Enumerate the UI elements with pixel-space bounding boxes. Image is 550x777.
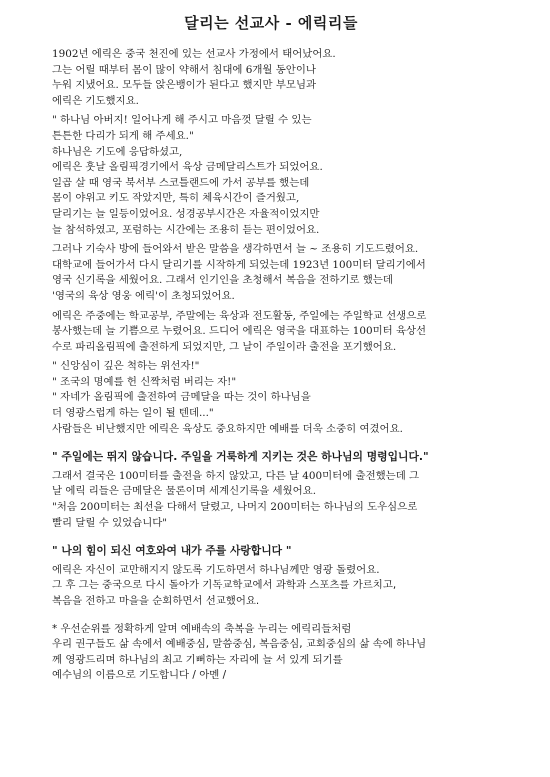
text-line: 그는 어릴 때부터 몸이 많이 약해서 침대에 6개월 동안이나 xyxy=(52,63,316,76)
paragraph xyxy=(52,242,490,304)
paragraph xyxy=(52,309,490,356)
text-line: 영국 신기록을 세웠어요. 그래서 인기인을 초청해서 복음을 전하기로 했는데 xyxy=(52,274,393,287)
text-line: 께 영광드리며 하나님의 최고 기뻐하는 자리에 늘 서 있게 되기를 xyxy=(52,653,343,666)
text-line: 그래서 결국은 100미터를 출전을 하지 않았고, 다른 날 400미터에 출전했는데 그 xyxy=(52,469,420,482)
text-line: " 조국의 명예를 헌 신짝처럼 버리는 자!" xyxy=(52,375,237,388)
text-line: 그러나 기숙사 방에 들어와서 받은 말씀을 생각하면서 늘 ~ 조용히 기도드렸어요. xyxy=(52,243,419,256)
text-line: 빨리 달릴 수 있었습니다" xyxy=(52,516,168,529)
text-line: 그 후 그는 중국으로 다시 돌아가 기독교학교에서 과학과 스포츠를 가르치고, xyxy=(52,579,397,592)
paragraph xyxy=(52,469,490,531)
page-title: 달리는 선교사 - 에릭리들 xyxy=(184,14,358,32)
document-body xyxy=(52,47,490,684)
text-line: 몸이 야위고 키도 작았지만, 특히 체육시간이 즐거웠고, xyxy=(52,192,300,205)
paragraph xyxy=(52,563,490,610)
text-line: 1902년 에릭은 중국 천진에 있는 선교사 가정에서 태어났어요. xyxy=(52,48,336,60)
text-line: '영국의 육상 영웅 에릭'이 초청되었어요. xyxy=(52,289,235,302)
text-line: " 하나님 아버지! 일어나게 해 주시고 마음껏 달릴 수 있는 xyxy=(52,114,312,127)
text-line: 에릭은 주중에는 학교공부, 주말에는 육상과 전도활동, 주일에는 주일학교 선생으로 xyxy=(52,309,427,322)
text-line: 수로 파리올림픽에 출전하게 되었지만, 그 날이 주일이라 출전을 포기했어요. xyxy=(52,340,397,353)
text-line: 더 영광스럽게 하는 일이 될 텐데..." xyxy=(52,407,214,420)
paragraph xyxy=(52,543,490,559)
text-line: " 나의 힘이 되신 여호와여 내가 주를 사랑합니다 " xyxy=(52,544,292,558)
paragraph xyxy=(52,622,490,684)
text-line: 예수님의 이름으로 기도합니다 / 아멘 / xyxy=(52,669,227,682)
text-line: 누워 지냈어요. 모두들 앉은뱅이가 된다고 했지만 부모님과 xyxy=(52,79,317,92)
text-line: 사람들은 비난했지만 에릭은 육상도 중요하지만 예배를 더욱 소중히 여겼어요. xyxy=(52,422,403,435)
text-line: 날 에릭 리들은 금메달은 물론이며 세계신기록을 세웠어요. xyxy=(52,485,317,498)
text-line: 튼튼한 다리가 되게 해 주세요." xyxy=(52,129,194,142)
text-line: 대학교에 들어가서 다시 달리기를 시작하게 되었는데 1923년 100미터 달리기에서 xyxy=(52,258,426,271)
text-line: "처음 200미터는 최선을 다해서 달렸고, 나머지 200미터는 하나님의 도우심으로 xyxy=(52,501,418,514)
text-line: 일곱 살 때 영국 북서부 스코틀랜드에 가서 공부를 했는데 xyxy=(52,176,310,189)
paragraph xyxy=(52,47,490,109)
text-line: 에릭은 자신이 교만해지지 않도록 기도하면서 하나님께만 영광 돌렸어요. xyxy=(52,563,380,576)
text-line: " 신앙심이 깊은 척하는 위선자!" xyxy=(52,360,200,373)
text-line: 봉사했는데 늘 기쁨으로 누렸어요. 드디어 에릭은 영국을 대표하는 100미터 육상선 xyxy=(52,325,427,338)
text-line: * 우선순위를 정확하게 알며 예배속의 축복을 누리는 에릭리들처럼 xyxy=(52,622,352,635)
text-line: 하나님은 기도에 응답하셨고, xyxy=(52,145,183,158)
text-line: 에릭은 기도했지요. xyxy=(52,94,139,107)
text-line: 복음을 전하고 마을을 순회하면서 선교했어요. xyxy=(52,595,260,607)
paragraph xyxy=(52,449,490,465)
text-line: " 주일에는 뛰지 않습니다. 주일을 거룩하게 지키는 것은 하나님의 명령입니다." xyxy=(52,450,429,464)
text-line: 에릭은 훗날 올림픽경기에서 육상 금메달리스트가 되었어요. xyxy=(52,161,323,174)
text-line: 늘 참석하였고, 포럼하는 시간에는 조용히 듣는 편이었어요. xyxy=(52,223,320,236)
paragraph xyxy=(52,113,490,238)
text-line: " 자네가 올림픽에 출전하여 금메달을 따는 것이 하나님을 xyxy=(52,391,311,404)
paragraph xyxy=(52,359,490,437)
text-line: 우리 권구들도 삶 속에서 예배중심, 말씀중심, 복음중심, 교회중심의 삶 속에 하나님 xyxy=(52,638,427,651)
text-line: 달리기는 늘 일등이었어요. 성경공부시간은 자율적이었지만 xyxy=(52,207,320,220)
